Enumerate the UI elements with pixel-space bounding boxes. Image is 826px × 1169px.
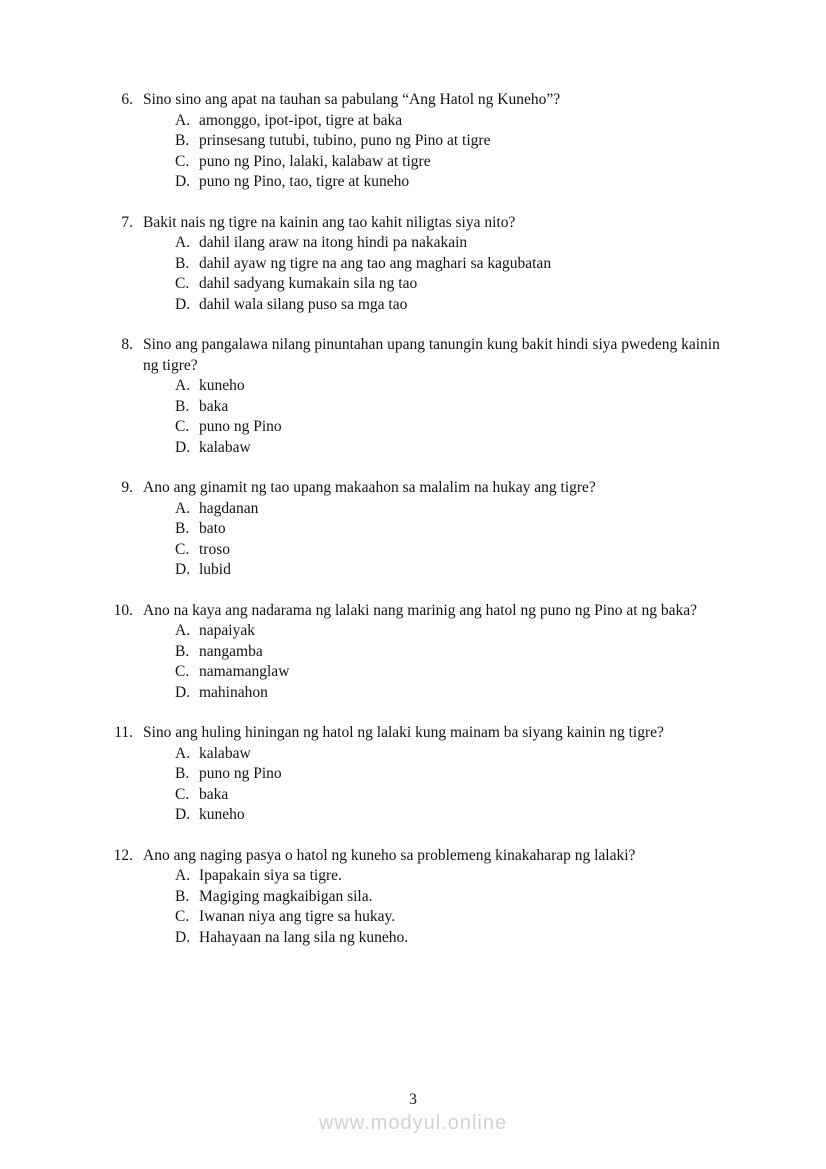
option-text: kalabaw [199,438,251,456]
answer-option [143,683,730,704]
question-text: Bakit nais ng tigre na kainin ang tao kahit niligtas siya nito? [143,213,516,231]
option-text: Magiging magkaibigan sila. [199,887,373,905]
option-letter: D. [175,806,191,823]
question-body [143,723,730,826]
question-body [143,478,730,581]
answer-option [143,519,730,540]
option-letter: D. [175,561,191,578]
question-number: 6. [121,91,133,108]
answer-option [143,417,730,438]
question-text: Sino sino ang apat na tauhan sa pabulang “Ang Hatol ng Kuneho”? [143,91,561,108]
option-list [143,376,730,458]
question-item [100,601,730,704]
answer-option [143,274,730,295]
option-text: prinsesang tutubi, tubino, puno ng Pino at tigre [199,132,491,149]
option-text: nangamba [199,642,263,660]
option-letter: D. [175,928,191,946]
answer-option [143,621,730,642]
option-text: troso [199,540,230,558]
question-text: Ano na kaya ang nadarama ng lalaki nang marinig ang hatol ng puno ng Pino at ng baka? [143,601,697,619]
answer-option [143,560,730,581]
option-text: amonggo, ipot-ipot, tigre at baka [199,111,403,129]
option-text: namamanglaw [199,663,290,680]
answer-option [143,887,730,908]
question-body [143,335,730,458]
question-number: 10. [113,601,133,619]
question-body [143,213,730,316]
page-footer [0,1091,826,1135]
option-text: Iwanan niya ang tigre sa hukay. [199,908,396,925]
option-list [143,499,730,581]
option-text: bato [199,520,226,537]
question-text: Sino ang huling hiningan ng hatol ng lalaki kung mainam ba siyang kainin ng tigre? [143,724,664,741]
answer-option [143,744,730,765]
option-letter: C. [175,540,190,558]
question-list [100,90,730,968]
answer-option [143,254,730,275]
option-text: baka [199,397,229,415]
option-letter: B. [175,520,190,537]
option-list [143,621,730,703]
answer-option [143,866,730,887]
answer-option [143,907,730,928]
option-letter: C. [175,908,190,925]
question-item [100,723,730,826]
option-letter: A. [175,499,191,517]
answer-option [143,397,730,418]
option-letter: A. [175,867,191,884]
option-text: puno ng Pino [199,418,282,435]
option-letter: B. [175,765,190,782]
option-letter: A. [175,622,191,639]
option-text: napaiyak [199,622,255,639]
option-text: puno ng Pino, lalaki, kalabaw at tigre [199,152,431,170]
answer-option [143,540,730,561]
question-number: 11. [114,724,133,741]
answer-option [143,928,730,949]
answer-option [143,111,730,132]
option-letter: C. [175,663,190,680]
option-text: puno ng Pino, tao, tigre at kuneho [199,173,410,190]
option-text: kuneho [199,377,245,394]
option-text: lubid [199,561,231,578]
option-text: hagdanan [199,499,259,517]
answer-option [143,172,730,193]
option-letter: A. [175,111,191,129]
question-body [143,90,730,193]
answer-option [143,295,730,316]
answer-option [143,499,730,520]
option-text: dahil wala silang puso sa mga tao [199,295,408,313]
option-letter: A. [175,377,191,394]
option-letter: B. [175,132,190,149]
question-text: Ano ang ginamit ng tao upang makaahon sa malalim na hukay ang tigre? [143,479,596,496]
option-letter: C. [175,152,190,170]
option-list [143,744,730,826]
answer-option [143,785,730,806]
answer-option [143,152,730,173]
option-letter: C. [175,418,190,435]
question-number: 8. [121,336,133,353]
question-item [100,213,730,316]
question-text: Ano ang naging pasya o hatol ng kuneho sa problemeng kinakaharap ng lalaki? [143,846,636,864]
answer-option [143,662,730,683]
option-list [143,866,730,948]
answer-option [143,376,730,397]
question-item [100,335,730,458]
option-letter: C. [175,275,190,292]
question-item [100,846,730,949]
option-letter: A. [175,744,191,762]
option-text: kalabaw [199,744,251,762]
question-item [100,90,730,193]
option-letter: A. [175,234,191,251]
question-body [143,846,730,949]
answer-option [143,642,730,663]
watermark-url: www.modyul.online [318,1112,508,1134]
option-letter: D. [175,295,191,313]
option-text: mahinahon [199,683,268,701]
option-list [143,233,730,315]
option-letter: D. [175,683,191,701]
option-text: dahil ayaw ng tigre na ang tao ang maghari sa kagubatan [199,254,552,272]
option-letter: D. [175,438,191,456]
option-list [143,111,730,193]
question-body [143,601,730,704]
answer-option [143,233,730,254]
option-letter: C. [175,785,190,803]
question-number: 12. [113,846,133,864]
answer-option [143,764,730,785]
question-number: 7. [121,213,133,231]
question-text: Sino ang pangalawa nilang pinuntahan upang tanungin kung bakit hindi siya pwedeng kainin ng tigre? [143,336,720,374]
answer-option [143,805,730,826]
question-number: 9. [121,479,133,496]
option-letter: D. [175,173,191,190]
option-text: Ipapakain siya sa tigre. [199,867,342,884]
option-text: puno ng Pino [199,765,282,782]
page-number: 3 [409,1091,417,1108]
option-text: kuneho [199,806,245,823]
option-text: baka [199,785,229,803]
option-letter: B. [175,887,190,905]
question-item [100,478,730,581]
option-letter: B. [175,397,190,415]
option-text: dahil ilang araw na itong hindi pa nakakain [199,234,468,251]
option-text: dahil sadyang kumakain sila ng tao [199,275,418,292]
option-letter: B. [175,254,190,272]
answer-option [143,131,730,152]
option-letter: B. [175,642,190,660]
answer-option [143,438,730,459]
option-text: Hahayaan na lang sila ng kuneho. [199,928,409,946]
